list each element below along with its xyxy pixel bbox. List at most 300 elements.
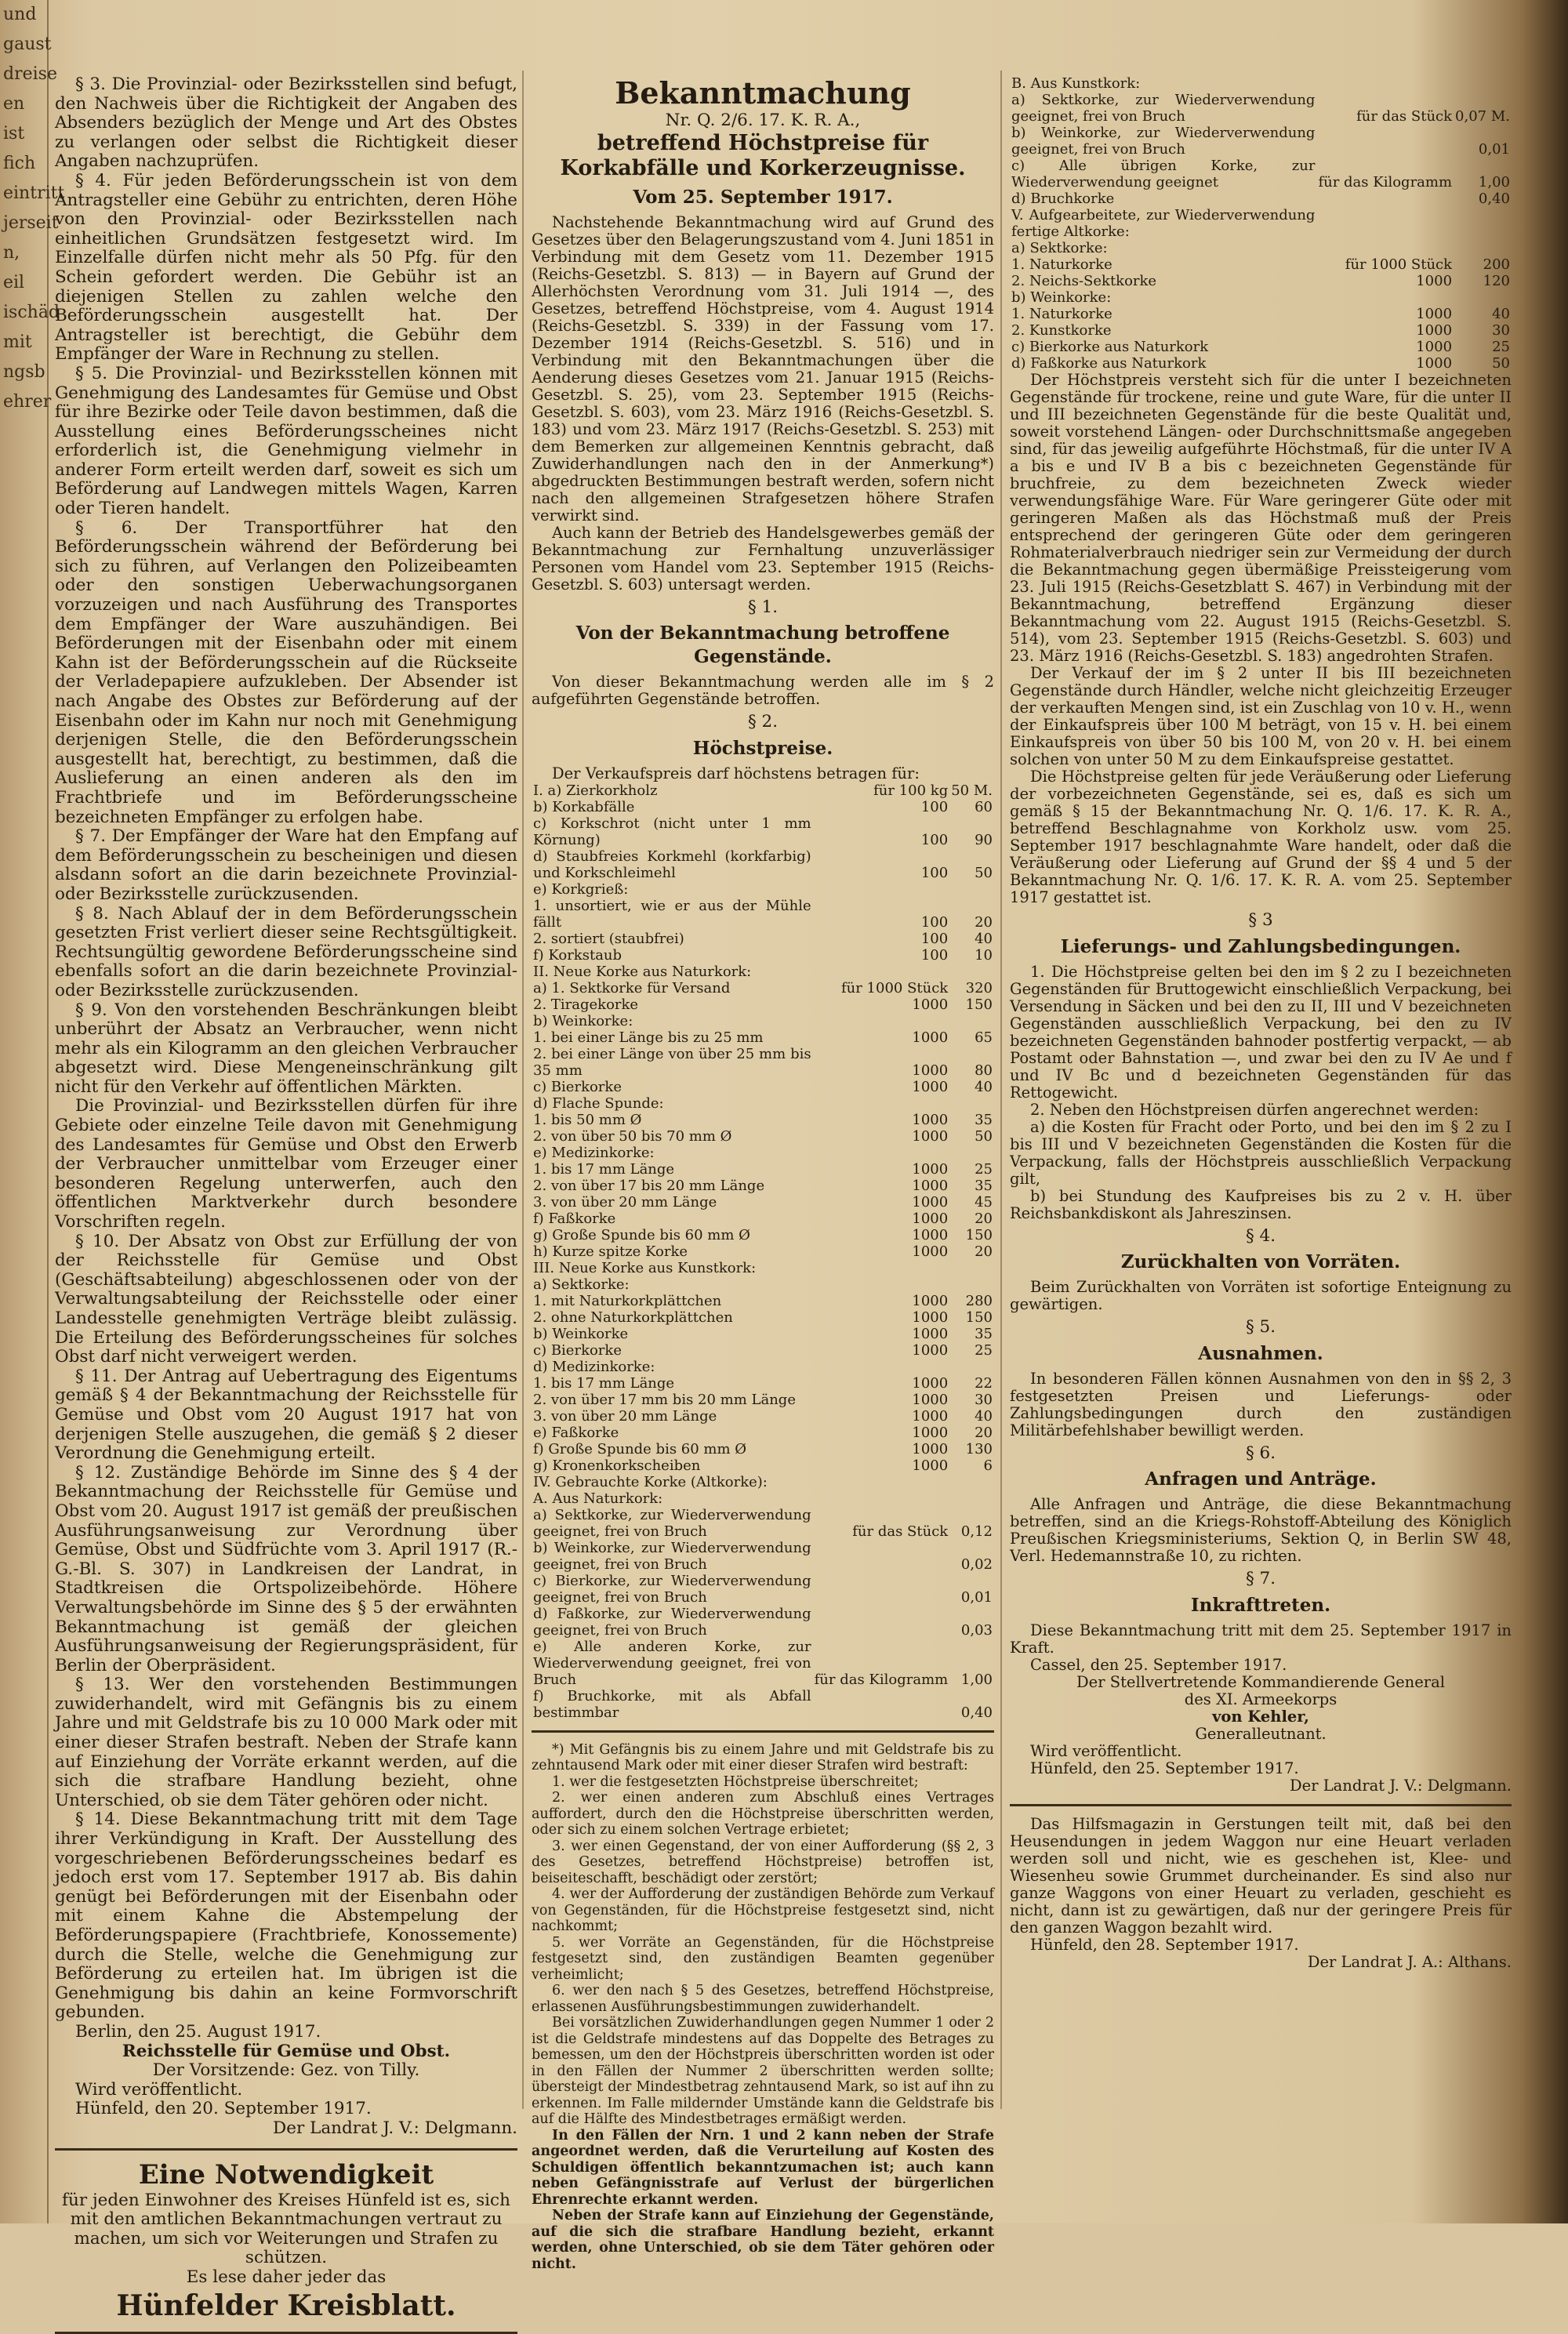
notice-box	[55, 2148, 517, 2334]
item-name: b) Korkabfälle	[533, 798, 635, 815]
price-row	[1010, 92, 1512, 125]
item-price: 0,40	[960, 1704, 993, 1721]
item-unit: 100	[920, 798, 949, 815]
item-name: 3. von über 20 mm Länge	[533, 1407, 717, 1425]
price-row	[532, 1490, 994, 1507]
published-note: Wird veröffentlicht.	[75, 2079, 243, 2100]
price-row	[532, 1639, 994, 1688]
item-unit	[813, 1606, 950, 1639]
item-price	[949, 1276, 994, 1293]
item-name: f) Korkstaub	[533, 946, 622, 964]
item-price: 200	[1483, 256, 1510, 273]
margin-fragment: ehrer	[3, 392, 52, 412]
item-name: c) Bierkorke aus Naturkork	[1011, 339, 1209, 355]
margin-fragment: en ist	[3, 94, 25, 143]
item-price	[949, 1013, 994, 1029]
item-price: 90	[975, 831, 993, 848]
item-unit: 1000	[912, 1177, 949, 1194]
column-divider	[522, 71, 524, 2109]
price-row	[532, 1194, 994, 1211]
item-unit: 1000	[912, 1457, 949, 1474]
item-unit	[813, 1490, 950, 1507]
item-price: 50 M.	[951, 782, 993, 799]
price-row	[532, 1474, 994, 1490]
signature-line-2: des XI. Armeekorps	[1184, 1690, 1338, 1708]
item-price: 0,12	[960, 1523, 993, 1540]
item-name: 2. ohne Naturkorkplättchen	[533, 1309, 733, 1326]
margin-fragment: eil	[3, 273, 25, 292]
price-row	[1010, 306, 1512, 322]
price-row	[532, 799, 994, 815]
item-unit	[1316, 125, 1454, 158]
price-row	[532, 1441, 994, 1457]
item-price: 25	[975, 1160, 993, 1178]
price-row	[1010, 339, 1512, 355]
ordinance-paragraph: § 14. Diese Bekanntmachung tritt mit dem Tage ihrer Verkündigung in Kraft. Der Ausstellung des vorgeschriebenen Beförderungsscheines bedarf es jedoch erst vom 17. September 1917 ab. Bis dahin genügt bei Beförderungen mit der Eisenbahn oder mit einem Kahne die Abstempelung der Beförderungspapiere (Frachtbriefe, Konossemente) durch die Stelle, welche die Genehmigung zur Beförderung zu erteilen hat. Im übrigen ist die Genehmigung bis dahin an keine Formvorschrift gebunden.	[55, 1809, 517, 2023]
price-row	[532, 815, 994, 848]
item-name: 2. Neichs-Sektkorke	[1011, 273, 1157, 289]
section-2-number: § 2.	[747, 712, 779, 732]
item-price: 45	[975, 1193, 993, 1211]
item-unit: 1000	[912, 1309, 949, 1326]
price-row	[532, 980, 994, 996]
notice-subtitle: betreffend Höchstpreise für Korkabfälle und Korkerzeugnisse.	[560, 130, 966, 180]
item-name: 1. Naturkorke	[1011, 256, 1112, 273]
item-name: a) 1. Sektkorke für Versand	[533, 979, 731, 996]
price-row	[1010, 207, 1512, 240]
price-row	[532, 1540, 994, 1573]
item-unit	[813, 1276, 950, 1293]
item-name: 2. sortiert (staubfrei)	[533, 930, 684, 947]
section-2-text: Der Verkaufspreis darf höchstens betragen für:	[552, 764, 920, 782]
price-row	[532, 1507, 994, 1540]
section-4-text: Beim Zurückhalten von Vorräten ist sofortige Enteignung zu gewärtigen.	[1010, 1278, 1512, 1314]
item-price	[949, 1260, 994, 1276]
price-row	[532, 1408, 994, 1425]
item-name: d) Flache Spunde:	[533, 1094, 664, 1112]
item-unit: 1000	[912, 1440, 949, 1457]
section-4-title: Zurückhalten von Vorräten.	[1120, 1251, 1401, 1273]
price-row	[532, 782, 994, 799]
section-7-number: § 7.	[1245, 1569, 1276, 1589]
item-price: 50	[1492, 355, 1510, 372]
item-price: 0,07 M.	[1455, 108, 1510, 125]
item-unit: 1000	[1416, 273, 1453, 289]
published-note: Wird veröffentlicht.	[1030, 1741, 1182, 1760]
item-unit: 1000	[912, 1341, 949, 1359]
price-row	[1010, 240, 1512, 256]
item-price: 20	[975, 1210, 993, 1227]
item-name: 2. von über 50 bis 70 mm Ø	[533, 1127, 732, 1145]
item-name: d) Faßkorke aus Naturkork	[1011, 355, 1207, 372]
section-7-text: Diese Bekanntmachung tritt mit dem 25. September 1917 in Kraft.	[1010, 1621, 1512, 1657]
price-row	[532, 1457, 994, 1474]
item-name: c) Bierkorke	[533, 1078, 622, 1095]
item-unit: 1000	[912, 1243, 949, 1260]
margin-fragment: dreise	[3, 64, 57, 84]
item-unit: 100	[920, 864, 949, 881]
item-unit	[1316, 191, 1454, 207]
item-unit: 1000	[912, 1292, 949, 1309]
item-name: 2. von über 17 mm bis 20 mm Länge	[533, 1391, 796, 1408]
section-1-title: Von der Bekanntmachung betroffene Gegenstände.	[575, 623, 950, 668]
margin-fragment: und	[3, 5, 37, 24]
price-row	[532, 1375, 994, 1392]
item-unit	[1316, 75, 1454, 92]
item-unit: 100	[920, 831, 949, 848]
footnote-item: 1. wer die festgesetzten Höchstpreise überschreitet;	[552, 1773, 919, 1790]
item-unit	[813, 1095, 950, 1112]
newspaper-name: Hünfelder Kreisblatt.	[116, 2289, 456, 2322]
section-6-text: Alle Anfragen und Anträge, die diese Bekanntmachung betreffen, sind an die Kriegs-Rohstoff-Abteilung des Königlich Preußischen Kriegsministeriums, Sektion Q, in Berlin SW 48, Verl. Hedemannstraße 10, zu richten.	[1010, 1495, 1512, 1566]
section-2-title: Höchstpreise.	[692, 737, 833, 759]
price-row	[1010, 256, 1512, 273]
divider	[532, 1730, 994, 1733]
item-unit: 100	[920, 913, 949, 931]
item-price: 80	[975, 1062, 993, 1079]
section-1-text: Von dieser Bekanntmachung werden alle im § 2 aufgeführten Gegenstände betroffen.	[532, 673, 994, 709]
item-unit	[813, 1540, 950, 1573]
item-unit	[813, 1013, 950, 1029]
notice-box-text: für jeden Einwohner des Kreises Hünfeld ist es, sich mit den amtlichen Bekanntmachungen vertraut zu machen, um sich vor Weiterungen und Strafen zu schützen.	[62, 2190, 510, 2268]
section-5-number: § 5.	[1245, 1317, 1276, 1338]
item-unit	[813, 1688, 950, 1721]
item-name: 1. bis 17 mm Länge	[533, 1160, 675, 1178]
item-unit: 1000	[1416, 306, 1453, 322]
price-row	[532, 1046, 994, 1079]
price-row	[532, 898, 994, 931]
item-name: c) Korkschrot (nicht unter 1 mm Körnung)	[533, 815, 811, 848]
item-price	[1454, 75, 1512, 92]
item-price: 60	[975, 798, 993, 815]
price-row	[532, 1326, 994, 1342]
price-row	[1010, 125, 1512, 158]
item-unit	[1316, 240, 1454, 256]
price-row	[532, 996, 994, 1013]
item-unit: 1000	[912, 1325, 949, 1342]
item-price: 35	[975, 1177, 993, 1194]
ordinance-paragraph: § 7. Der Empfänger der Ware hat den Empfang auf dem Beförderungsschein zu bescheinigen und diesen alsdann sofort an die darin bezeichnete Provinzial- oder Bezirksstelle zurückzusenden.	[55, 826, 517, 904]
item-price: 150	[965, 996, 993, 1013]
price-row	[532, 1145, 994, 1161]
column-middle	[532, 75, 994, 2272]
section-3-p1: 1. Die Höchstpreise gelten bei den im § 2 zu I bezeichneten Gegenständen für Bruttogewicht einschließlich Verpackung, bei Versendung in Säcken und bei den zu II, III und V bezeichneten Gegenständen ausschließlich Verpackung, bei den zu IV bezeichneten Gegenständen bahnoder postfertig verpackt, — ab Postamt oder Bahnstation —, und zwar bei den zu IV Ae und f und IV Bc und d bezeichneten Gegenständen für das Rettogewicht.	[1010, 962, 1512, 1102]
item-price: 6	[983, 1457, 993, 1474]
footnote-paragraph-3: Neben der Strafe kann auf Einziehung der Gegenstände, auf die sich die strafbare Handlung bezieht, erkannt werden, ohne Unterschied, ob sie dem Täter gehören oder nicht.	[532, 2208, 994, 2272]
item-price: 40	[975, 930, 993, 947]
item-name: d) Bruchkorke	[1011, 191, 1115, 207]
price-row	[532, 848, 994, 881]
ordinance-paragraph: § 8. Nach Ablauf der in dem Beförderungsschein gesetzten Frist verliert dieser seine Rechtsgültigkeit. Rechtsungültig gewordene Beförderungsscheine sind ebenfalls sofort an die darin bezeichnete Provinzial- oder Bezirksstelle zurückzusenden.	[55, 903, 517, 1000]
item-unit: für 1000 Stück	[1345, 256, 1453, 273]
item-unit	[813, 1260, 950, 1276]
footnote-item: 3. wer einen Gegenstand, der von einer Aufforderung (§§ 2, 3 des Gesetzes, betreffend Höchstpreise) betroffen ist, beiseiteschafft, beschädigt oder zerstört;	[532, 1838, 994, 1886]
item-price	[949, 1359, 994, 1375]
item-price: 40	[975, 1407, 993, 1425]
item-name: IV. Gebrauchte Korke (Altkorke):	[533, 1473, 768, 1490]
price-row	[532, 1161, 994, 1178]
issuing-office: Reichsstelle für Gemüse und Obst.	[122, 2041, 451, 2061]
price-row	[532, 1359, 994, 1375]
item-unit	[813, 881, 950, 898]
published-place: Hünfeld, den 25. September 1917.	[1030, 1759, 1299, 1777]
item-price: 1,00	[960, 1671, 993, 1688]
item-unit: für das Stück	[1356, 108, 1453, 125]
binding-margin	[0, 0, 65, 2223]
notice-box-line: Es lese daher jeder das	[186, 2267, 387, 2287]
item-price	[949, 1490, 994, 1507]
item-unit: 1000	[912, 1029, 949, 1046]
price-row	[532, 1079, 994, 1095]
hay-notice: Das Hilfsmagazin in Gerstungen teilt mit, daß bei den Heusendungen in jedem Waggon nur eine Heuart verladen werden soll und nicht, wie es geschehen ist, Klee- und Wiesenheu sowie Grummet durcheinander. Es sind also nur ganze Waggons von einer Heuart zu verladen, geschieht es nicht, dann ist zu gewärtigen, daß nur der geringere Preis für den ganzen Waggon bezahlt wird.	[1010, 1814, 1512, 1937]
item-unit: 1000	[1416, 339, 1453, 355]
item-price: 50	[975, 1127, 993, 1145]
footnote-list	[532, 1774, 994, 2016]
column-right	[1010, 75, 1512, 1971]
section-7-title: Inkrafttreten.	[1190, 1594, 1331, 1616]
section-3-p2: 2. Neben den Höchstpreisen dürfen angerechnet werden:	[1030, 1100, 1479, 1119]
item-unit: 1000	[912, 1127, 949, 1145]
footnote-item: 6. wer den nach § 5 des Gesetzes, betreffend Höchstpreise, erlassenen Ausführungsbestimmungen zuwiderhandelt.	[532, 1983, 994, 2015]
price-row	[532, 1573, 994, 1606]
item-name: d) Staubfreies Korkmehl (korkfarbig) und Korkschleimehl	[533, 848, 811, 881]
margin-fragment: ischäd	[3, 303, 60, 322]
item-name: c) Bierkorke	[533, 1341, 622, 1359]
item-name: III. Neue Korke aus Kunstkork:	[533, 1259, 757, 1276]
signature-rank: Generalleutnant.	[1195, 1724, 1327, 1743]
footnote-paragraph-2: In den Fällen der Nrn. 1 und 2 kann neben der Strafe angeordnet werden, daß die Verurteilung auf Kosten des Schuldigen öffentlich bekanntzumachen ist; auch kann neben Gefängnisstrafe auf Verlust der bürgerlichen Ehrenrechte erkannt werden.	[532, 2127, 994, 2208]
item-unit: 1000	[912, 1424, 949, 1441]
price-row	[532, 1425, 994, 1441]
item-price: 40	[975, 1078, 993, 1095]
price-row	[532, 1112, 994, 1128]
item-unit	[813, 964, 950, 980]
margin-fragment: n,	[3, 243, 20, 263]
item-unit: für 1000 Stück	[840, 979, 949, 996]
margin-fragment: gaust	[3, 34, 52, 54]
item-price: 20	[975, 913, 993, 931]
item-unit: 1000	[1416, 355, 1453, 372]
price-row	[1010, 75, 1512, 92]
section-1-number: § 1.	[747, 597, 779, 617]
price-table-continued	[1010, 75, 1512, 372]
signature-name: von Kehler,	[1212, 1707, 1309, 1726]
item-name: e) Korkgrieß:	[533, 880, 629, 898]
ordinance-paragraph: § 5. Die Provinzial- und Bezirksstellen können mit Genehmigung des Landesamtes für Gemüse und Obst für ihre Bezirke oder Teile davon bestimmen, daß die Ausstellung eines Beförderungsscheines nicht erforderlich ist, die Genehmigung vielmehr in anderer Form erteilt werden darf, soweit es sich um Beförderung auf Landwegen mittels Wagen, Karren oder Tieren handelt.	[55, 363, 517, 519]
place-date: Berlin, den 25. August 1917.	[75, 2021, 321, 2042]
item-unit: 1000	[912, 1111, 949, 1128]
notice-reference: Nr. Q. 2/6. 17. K. R. A.,	[665, 111, 861, 130]
price-row	[532, 1095, 994, 1112]
price-row	[532, 931, 994, 947]
item-price: 25	[1492, 339, 1510, 355]
item-name: 2. bei einer Länge von über 25 mm bis 35 mm	[533, 1045, 811, 1079]
item-name: 1. unsortiert, wie er aus der Mühle fällt	[533, 897, 811, 931]
ordinance-paragraphs	[55, 75, 517, 2023]
item-name: f) Bruchkorke, mit als Abfall bestimmbar	[533, 1687, 811, 1721]
item-unit: 1000	[912, 1226, 949, 1243]
price-table	[532, 782, 994, 1721]
ordinance-paragraph: Die Provinzial- und Bezirksstellen dürfen für ihre Gebiete oder einzelne Teile davon mit Genehmigung des Landesamtes für Gemüse und Obst den Erwerb der Verbraucher unmittelbar vom Erzeuger einer besonderen Regelung unterwerfen, auch den öffentlichen Marktverkehr durch besondere Vorschriften regeln.	[55, 1096, 517, 1232]
item-price: 0,01	[1478, 141, 1510, 158]
published-place: Hünfeld, den 20. September 1917.	[75, 2099, 372, 2119]
price-note: Der Höchstpreis versteht sich für die unter I bezeichneten Gegenstände für trockene, reine und gute Ware, für die unter II und III bezeichneten Gegenstände für die beste Qualität und, soweit vorstehend Längen- oder Durchschnittsmaße angegeben sind, für das jeweilig aufgeführte Höchstmaß, für die unter IV A a bis e und IV B a bis c bezeichneten Gegenstände für bruchfreie, zu dem bezeichneten Zweck wieder verwendungsfähige Ware. Für Ware geringerer Güte oder mit geringeren Maßen als das Höchstmaß muß der Preis entsprechend der geringeren Güte oder dem geringeren Rohmaterialverbrauch niedriger sein zur Vermeidung der durch die Bekanntmachung gegen übermäßige Preissteigerung vom 23. Juli 1915 (Reichs-Gesetzblatt S. 467) in Verbindung mit der Bekanntmachung, betreffend Ergänzung dieser Bekanntmachung vom 22. August 1915 (Reichs-Gesetzbl. S. 514), vom 23. September 1915 (Reichs-Gesetzbl. S. 603) und 23. März 1916 (Reichs-Gesetzbl. S. 183) angedrohten Strafen.	[1010, 371, 1512, 665]
footnote-paragraph: Bei vorsätzlichen Zuwiderhandlungen gegen Nummer 1 oder 2 ist die Geldstrafe mindestens auf das Doppelte des Betrages zu bemessen, um den der Höchstpreis überschritten worden ist oder in den Fällen der Nummer 2 überschritten werden sollte; übersteigt der Mindestbetrag zehntausend Mark, so ist auf ihn zu erkennen. Im Falle mildernder Umstände kann die Geldstrafe bis auf die Hälfte des Mindestbetrages ermäßigt werden.	[532, 2015, 994, 2128]
item-price	[1454, 207, 1512, 240]
item-price: 320	[965, 979, 993, 996]
price-row	[1010, 158, 1512, 191]
item-unit: 1000	[912, 996, 949, 1013]
item-price	[949, 964, 994, 980]
item-name: B. Aus Kunstkork:	[1011, 75, 1141, 92]
item-price: 1,00	[1478, 174, 1510, 191]
item-unit: für 100 kg	[873, 782, 949, 799]
landrat-signature: Der Landrat J. V.: Delgmann.	[1290, 1776, 1512, 1795]
item-price: 40	[1492, 306, 1510, 322]
section-6-number: § 6.	[1245, 1443, 1276, 1463]
item-unit: 1000	[912, 1062, 949, 1079]
item-price	[1454, 240, 1512, 256]
item-unit: 1000	[912, 1160, 949, 1178]
item-name: 3. von über 20 mm Länge	[533, 1193, 717, 1211]
hay-notice-place: Hünfeld, den 28. September 1917.	[1030, 1935, 1299, 1954]
item-name: a) Sektkorke:	[1011, 240, 1108, 256]
item-name: d) Medizinkorke:	[533, 1358, 655, 1375]
item-unit	[813, 1359, 950, 1375]
ordinance-paragraph: § 13. Wer den vorstehenden Bestimmungen zuwiderhandelt, wird mit Gefängnis bis zu einem Jahre und mit Geldstrafe bis zu 10 000 Mark oder mit einer dieser Strafen bestraft. Neben der Strafe kann auf Einziehung der Vorräte erkannt werden, auf die sich die strafbare Handlung bezieht, ohne Unterschied, ob sie dem Täter gehören oder nicht.	[55, 1675, 517, 1810]
item-price: 25	[975, 1341, 993, 1359]
item-price: 10	[975, 946, 993, 964]
ordinance-paragraph: § 10. Der Absatz von Obst zur Erfüllung der von der Reichsstelle für Gemüse und Obst (Geschäftsabteilung) abgeschlossenen oder von der Verwaltungsabteilung der Reichsstelle oder einer Landesstelle genehmigten Verträge bleibt zulässig. Die Erteilung des Beförderungsscheines für solches Obst darf nicht verweigert werden.	[55, 1231, 517, 1367]
section-6-title: Anfragen und Anträge.	[1145, 1468, 1377, 1490]
price-row	[532, 881, 994, 898]
hay-notice-signature: Der Landrat J. A.: Althans.	[1307, 1952, 1512, 1971]
price-row	[1010, 191, 1512, 207]
item-price: 20	[975, 1424, 993, 1441]
landrat-signature: Der Landrat J. V.: Delgmann.	[273, 2118, 517, 2138]
ordinance-paragraph: § 11. Der Antrag auf Uebertragung des Eigentums gemäß § 4 der Bekanntmachung der Reichsstelle für Gemüse und Obst vom 20 August 1917 hat von derjenigen Stelle auszugehen, die gemäß § 2 dieser Verordnung die Genehmigung erteilt.	[55, 1366, 517, 1464]
footnote-item: 4. wer der Aufforderung der zuständigen Behörde zum Verkauf von Gegenständen, für die Höchstpreise festgesetzt sind, nicht nachkommt;	[532, 1886, 994, 1935]
item-name: g) Große Spunde bis 60 mm Ø	[533, 1226, 750, 1243]
ordinance-paragraph: § 12. Zuständige Behörde im Sinne des § 4 der Bekanntmachung der Reichsstelle für Gemüse und Obst vom 20. August 1917 ist gemäß der preußischen Ausführungsanweisung zur Verordnung über Gemüse, Obst und Südfrüchte vom 3. April 1917 (R.-G.-Bl. S. 307) in Landkreisen der Landrat, in Stadtkreisen die Ortspolizeibehörde. Höhere Verwaltungsbehörde im Sinne des § 5 der erwähnten Bekanntmachung ist gemäß der gleichen Ausführungsanweisung der Regierungspräsident, für Berlin der Oberpräsident.	[55, 1462, 517, 1675]
item-name: 1. bis 17 mm Länge	[533, 1374, 675, 1392]
signature-line-1: Der Stellvertretende Kommandierende General	[1076, 1672, 1445, 1691]
place-date: Cassel, den 25. September 1917.	[1030, 1655, 1287, 1674]
intro-paragraph: Nachstehende Bekanntmachung wird auf Grund des Gesetzes über den Belagerungszustand vom 4. Juni 1851 in Verbindung mit dem Gesetz vom 11. Dezember 1915 (Reichs-Gesetzbl. S. 813) — in Bayern auf Grund der Allerhöchsten Verordnung vom 31. Juli 1914 —, des Gesetzes, betreffend Höchstpreise, vom 4. August 1914 (Reichs-Gesetzbl. S. 339) in der Fassung vom 17. Dezember 1914 (Reichs-Gesetzbl. S. 516) und in Verbindung mit den Bekanntmachungen über die Aenderung dieses Gesetzes vom 21. Januar 1915 (Reichs-Gesetzbl. S. 25), vom 23. September 1915 (Reichs-Gesetzbl. S. 603), vom 23. März 1916 (Reichs-Gesetzbl. S. 183) und vom 23. März 1917 (Reichs-Gesetzbl. S. 253) mit dem Bemerken zur allgemeinen Kenntnis gebracht, daß Zuwiderhandlungen nach den in der Anmerkung*) abgedruckten Bestimmungen bestraft werden, sofern nicht nach den allgemeinen Strafgesetzen höhere Strafen verwirkt sind.	[532, 212, 994, 525]
item-name: c) Alle übrigen Korke, zur Wiederverwendung geeignet	[1011, 158, 1316, 191]
price-row	[532, 947, 994, 964]
item-name: e) Medizinkorke:	[533, 1144, 655, 1161]
notice-title: Bekanntmachung	[615, 75, 911, 111]
notice-date: Vom 25. September 1917.	[633, 186, 893, 208]
price-row	[532, 1260, 994, 1276]
item-unit	[813, 1474, 950, 1490]
price-row	[532, 1688, 994, 1721]
item-price	[949, 1474, 994, 1490]
item-unit: 1000	[912, 1193, 949, 1211]
price-row	[532, 1243, 994, 1260]
price-scope: Die Höchstpreise gelten für jede Veräußerung oder Lieferung der vorbezeichneten Gegenstände, sei es, daß es sich um gemäß § 15 der Bekanntmachung Nr. Q. 1/6. 17. K. R. A., betreffend Beschlagnahme von Korkholz usw. vom 25. September 1917 beschlagnahmte Ware handelt, oder daß die Veräußerung oder Lieferung auf Grund der §§ 4 und 5 der Bekanntmachung Nr. Q. 1/6. 17. K. R. A. vom 25. September 1917 gestattet ist.	[1010, 768, 1512, 906]
price-row	[532, 1392, 994, 1408]
margin-fragment: fich	[3, 154, 36, 173]
price-row	[1010, 322, 1512, 339]
item-price: 30	[1492, 322, 1510, 339]
item-name: b) Weinkorke, zur Wiederverwendung geeignet, frei von Bruch	[1011, 125, 1316, 158]
ordinance-paragraph: § 9. Von den vorstehenden Beschränkungen bleibt unberührt der Absatz an Verbraucher, wenn nicht mehr als ein Kilogramm an den gleichen Verbraucher abgesetzt wird. Diese Mengeneinschränkung gilt nicht für den Verkehr auf öffentlichen Märkten.	[55, 1000, 517, 1097]
item-unit	[813, 1573, 950, 1606]
item-name: II. Neue Korke aus Naturkork:	[533, 963, 752, 980]
section-3-p2b: b) bei Stundung des Kaufpreises bis zu 2 v. H. über Reichsbankdiskont als Jahreszinsen.	[1010, 1186, 1512, 1222]
dealer-surcharge: Der Verkauf der im § 2 unter II bis III bezeichneten Gegenstände durch Händler, welche nicht gleichzeitig Erzeuger der verkauften Mengen sind, ist ein Zuschlag von 10 v. H., wenn der Einkaufspreis über 100 M beträgt, von 15 v. H. bei einem Einkaufspreis von über 50 bis 100 M, von 20 v. H. bei einem solchen von unter 50 M zu dem Einkaufspreise gestattet.	[1010, 664, 1512, 768]
margin-fragment: jerseit	[3, 213, 59, 233]
item-name: a) Sektkorke, zur Wiederverwendung geeignet, frei von Bruch	[533, 1506, 811, 1540]
chair-signature: Der Vorsitzende: Gez. von Tilly.	[152, 2060, 420, 2081]
item-name: b) Weinkorke:	[1011, 289, 1112, 306]
item-name: a) Sektkorke:	[533, 1276, 630, 1293]
section-3-title: Lieferungs- und Zahlungsbedingungen.	[1060, 935, 1461, 957]
item-name: 2. von über 17 bis 20 mm Länge	[533, 1177, 765, 1194]
item-price	[949, 1145, 994, 1161]
section-4-number: § 4.	[1245, 1225, 1276, 1246]
item-unit: 1000	[912, 1407, 949, 1425]
item-name: b) Weinkorke	[533, 1325, 629, 1342]
price-row	[1010, 289, 1512, 306]
intro-paragraph-2: Auch kann der Betrieb des Handelsgewerbes gemäß der Bekanntmachung zur Fernhaltung unzuverlässiger Personen vom Handel vom 23. September 1915 (Reichs-Gesetzbl. S. 603) untersagt werden.	[532, 523, 994, 593]
item-price: 0,02	[960, 1555, 993, 1573]
item-unit: für das Kilogramm	[814, 1671, 949, 1688]
footnote-item: 2. wer einen anderen zum Abschluß eines Vertrages auffordert, durch den die Höchstpreise überschritten werden, oder sich zu einem solchen Vertrage erbietet;	[532, 1790, 994, 1839]
item-price: 65	[975, 1029, 993, 1046]
column-left	[55, 75, 517, 2334]
item-price: 35	[975, 1325, 993, 1342]
item-name: 1. Naturkorke	[1011, 306, 1112, 322]
item-name: f) Große Spunde bis 60 mm Ø	[533, 1440, 747, 1457]
price-row	[532, 964, 994, 980]
item-name: e) Alle anderen Korke, zur Wiederverwendung geeignet, frei von Bruch	[533, 1638, 811, 1688]
item-price	[1454, 289, 1512, 306]
ordinance-paragraph: § 6. Der Transportführer hat den Beförderungsschein während der Beförderung bei sich zu führen, auf Verlangen den Polizeibeamten oder den sonstigen Ueberwachungsorganen vorzuzeigen und nach Ausführung des Transportes dem Empfänger der Ware auszuhändigen. Bei Beförderungen mit der Eisenbahn oder mit einem Kahn ist der Beförderungsschein auf die Rückseite der Verladepapiere aufzukleben. Der Absender ist nach Angabe des Obstes zur Beförderung auf der Eisenbahn oder im Kahn nur noch mit Genehmigung derjenigen Stelle, die den Beförderungsschein ausgestellt hat, berechtigt, zu bestimmen, daß die Auslieferung an einen anderen als den im Frachtbriefe und im Beförderungsscheine bezeichneten Empfänger zu erfolgen habe.	[55, 517, 517, 827]
margin-fragment: ngsb	[3, 362, 45, 382]
price-row	[532, 1178, 994, 1194]
item-name: 1. bei einer Länge bis zu 25 mm	[533, 1029, 764, 1046]
ordinance-paragraph: § 4. Für jeden Beförderungsschein ist von dem Antragsteller eine Gebühr zu entrichten, deren Höhe von den Provinzial- oder Bezirksstellen nach einheitlichen Grundsätzen festgesetzt wird. Im Einzelfalle dürfen nicht mehr als 50 Pfg. für den Schein gefordert werden. Die Gebühr ist an diejenigen Stellen zu zahlen welche den Beförderungsschein ausgestellt hat. Der Antragsteller ist berechtigt, die Gebühr dem Empfänger der Ware in Rechnung zu stellen.	[55, 170, 517, 365]
margin-fragment: eintritt	[3, 183, 65, 203]
item-unit	[1316, 289, 1454, 306]
item-price: 0,01	[960, 1588, 993, 1606]
column-divider	[1000, 71, 1002, 2109]
item-name: 1. bis 50 mm Ø	[533, 1111, 642, 1128]
item-price: 30	[975, 1391, 993, 1408]
price-row	[1010, 273, 1512, 289]
margin-fragment: mit	[3, 332, 32, 352]
price-row	[532, 1029, 994, 1046]
item-name: V. Aufgearbeitete, zur Wiederverwendung fertige Altkorke:	[1011, 207, 1316, 240]
divider	[1010, 1804, 1512, 1806]
item-unit: 100	[920, 946, 949, 964]
footnote-title: *) Mit Gefängnis bis zu einem Jahre und mit Geldstrafe bis zu zehntausend Mark oder mit einer dieser Strafen wird bestraft:	[532, 1741, 994, 1774]
item-price: 50	[975, 864, 993, 881]
item-unit: 1000	[912, 1078, 949, 1095]
item-name: 2. Tiragekorke	[533, 996, 639, 1013]
price-row	[532, 1211, 994, 1227]
price-row	[532, 1227, 994, 1243]
item-name: I. a) Zierkorkholz	[533, 782, 658, 799]
price-row	[1010, 355, 1512, 372]
item-price: 150	[965, 1226, 993, 1243]
item-name: c) Bierkorke, zur Wiederverwendung geeignet, frei von Bruch	[533, 1572, 811, 1606]
item-name: f) Faßkorke	[533, 1210, 616, 1227]
item-price: 22	[975, 1374, 993, 1392]
